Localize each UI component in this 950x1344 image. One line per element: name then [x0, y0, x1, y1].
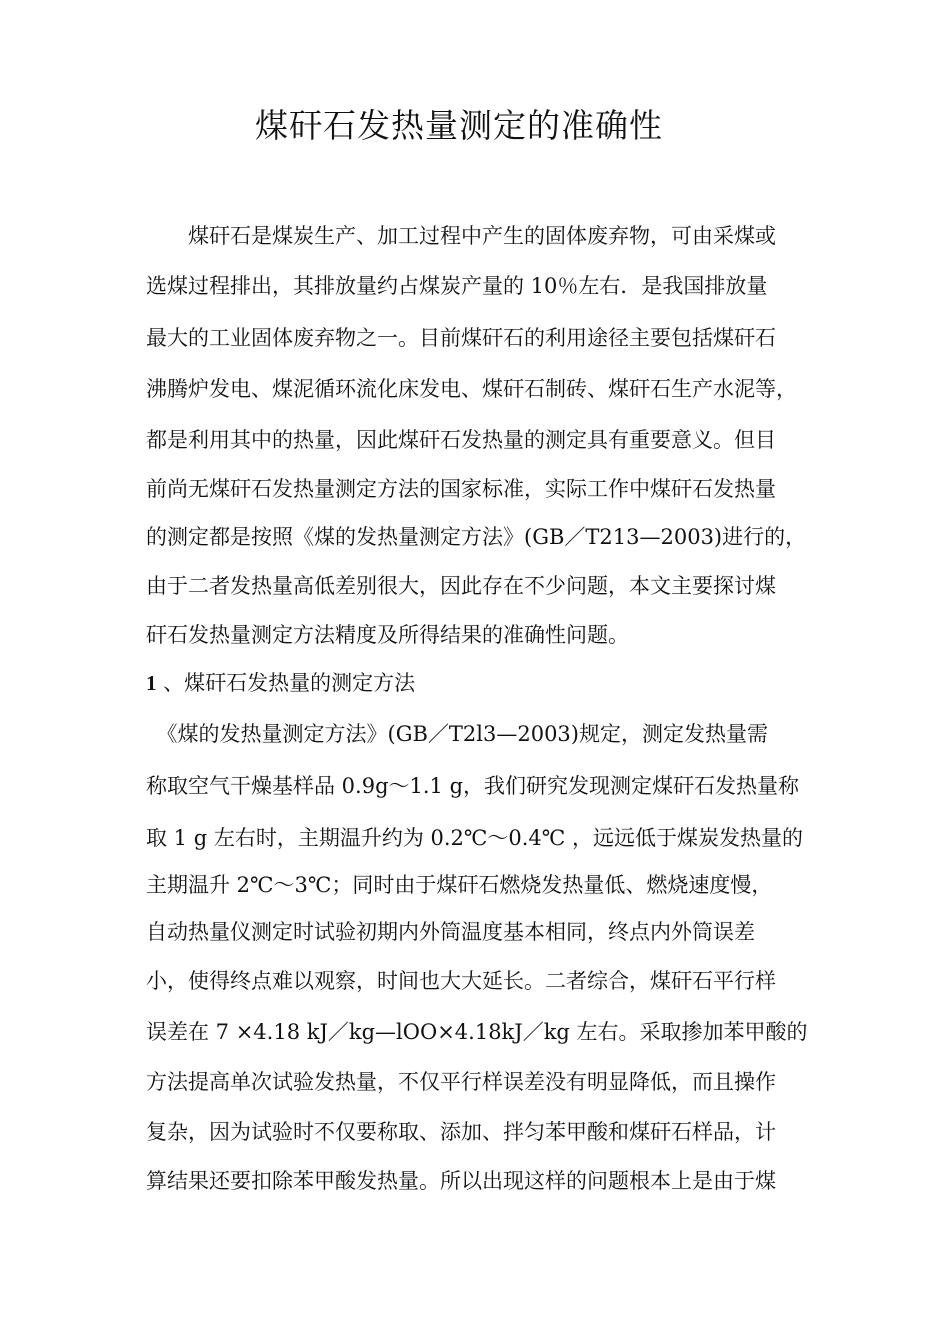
body-line: 小，使得终点难以观察，时间也大大延长。二者综合，煤矸石平行样	[146, 969, 776, 993]
body-line: 算结果还要扣除苯甲酸发热量。所以出现这样的问题根本上是由于煤	[146, 1169, 776, 1193]
body-line: 最大的工业固体废弃物之一。目前煤矸石的利用途径主要包括煤矸石	[146, 326, 776, 350]
body-line: 煤矸石是煤炭生产、加工过程中产生的固体废弃物，可由采煤或	[146, 224, 776, 248]
body-line: 误差在 7 ×4.18 kJ／kg—lOO×4.18kJ／kg 左右。采取掺加苯甲酸的	[146, 1020, 808, 1044]
body-line: 由于二者发热量高低差别很大，因此存在不少问题，本文主要探讨煤	[146, 574, 776, 598]
body-line: 自动热量仪测定时试验初期内外筒温度基本相同，终点内外筒误差	[146, 920, 755, 944]
body-line: 选煤过程排出，其排放量约占煤炭产量的 10％左右．是我国排放量	[146, 274, 768, 298]
body-line: 的测定都是按照《煤的发热量测定方法》(GB／T213—2003)进行的，	[146, 525, 807, 549]
body-line: 方法提高单次试验发热量，不仅平行样误差没有明显降低，而且操作	[146, 1070, 776, 1094]
body-line: 前尚无煤矸石发热量测定方法的国家标准，实际工作中煤矸石发热量	[146, 477, 776, 501]
section-number: 1	[146, 671, 157, 695]
body-line: 取 1 g 左右时，主期温升约为 0.2℃～0.4℃ ，远远低于煤炭发热量的	[146, 826, 803, 850]
section-heading-text: 、煤矸石发热量的测定方法	[156, 671, 416, 695]
body-line: 称取空气干燥基样品 0.9g～1.1 g，我们研究发现测定煤矸石发热量称	[146, 774, 800, 798]
body-line: 主期温升 2℃～3℃；同时由于煤矸石燃烧发热量低、燃烧速度慢，	[146, 873, 773, 897]
document-title: 煤矸石发热量测定的准确性	[255, 106, 663, 145]
body-line: 《煤的发热量测定方法》(GB／T2l3—2003)规定，测定发热量需	[146, 722, 768, 746]
section-heading	[146, 667, 808, 699]
body-line: 矸石发热量测定方法精度及所得结果的准确性问题。	[146, 623, 629, 647]
body-line: 复杂，因为试验时不仅要称取、添加、拌匀苯甲酸和煤矸石样品，计	[146, 1120, 776, 1144]
body-line: 都是利用其中的热量，因此煤矸石发热量的测定具有重要意义。但目	[146, 428, 776, 452]
body-line: 沸腾炉发电、煤泥循环流化床发电、煤矸石制砖、煤矸石生产水泥等，	[146, 377, 797, 401]
